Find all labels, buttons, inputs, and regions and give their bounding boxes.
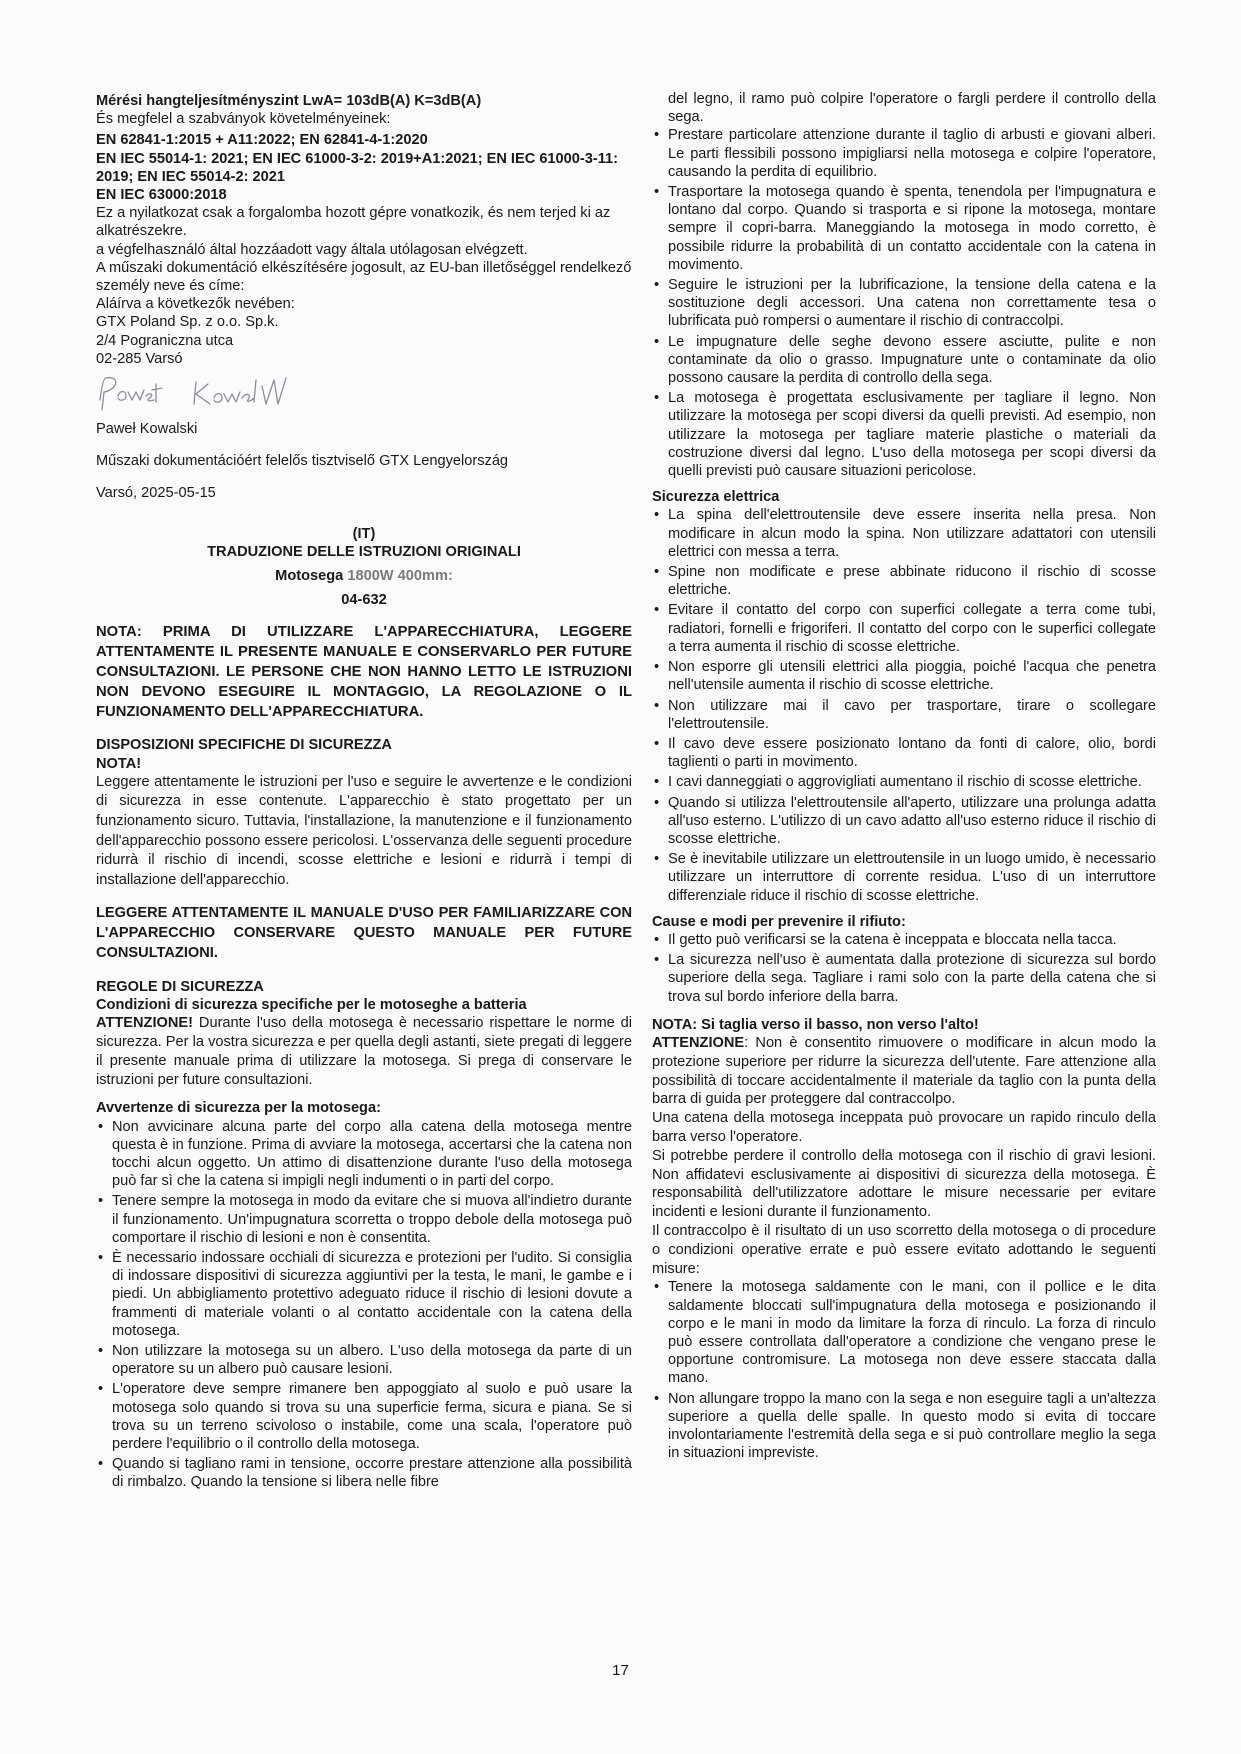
list-item: • Non utilizzare mai il cavo per trasportare, tirare o scollegare l'elettroutensile. xyxy=(652,697,1156,733)
list-item: • Tenere la motosega saldamente con le mani, con il pollice e le dita saldamente bloccati sull'impugnatura della motosega e posizionando il corpo e le mani in modo da limitare la forza di rinculo. La forza di rinculo può essere controllata dall'operatore a condizione che vengano prese le opportune contromisure. La motosega non deve essere staccata dalla mano. xyxy=(652,1278,1156,1387)
list-item: • Il cavo deve essere posizionato lontano da fonti di calore, olio, bordi taglienti o parti in movimento. xyxy=(652,735,1156,771)
product-prefix: Motosega xyxy=(275,568,344,585)
safety-provisions-heading: DISPOSIZIONI SPECIFICHE DI SICUREZZA xyxy=(96,737,392,754)
kickback-paragraph: Una catena della motosega inceppata può provocare un rapido rinculo della barra verso l'operatore. xyxy=(652,1110,1156,1145)
documentation-authority: A műszaki dokumentáció elkészítésére jogosult, az EU-ban illetőséggel rendelkező személy neve és címe: xyxy=(96,259,632,295)
product-spec: 1800W 400mm: xyxy=(347,568,453,585)
attenzione-label: ATTENZIONE xyxy=(652,1034,745,1051)
declaration-scope: Ez a nyilatkozat csak a forgalomba hozott gépre vonatkozik, és nem terjed ki az alkatrészekre. xyxy=(96,205,611,240)
kickback-causes-heading: Cause e modi per prevenire il rifiuto: xyxy=(652,913,906,930)
continued-text: del legno, il ramo può colpire l'operatore o fargli perdere il controllo della sega. xyxy=(668,91,1156,126)
cut-downward-note: NOTA: Si taglia verso il basso, non verso l'alto! xyxy=(652,1016,979,1033)
list-item: • Non allungare troppo la mano con la sega e non eseguire tagli a un'altezza superiore a quella delle spalle. In questo modo si evita di toccare involontariamente l'estremità della sega e si può controllare meglio la sega in situazioni impreviste. xyxy=(652,1390,1156,1463)
attention-text: Durante l'uso della motosega è necessario rispettare le norme di sicurezza. Per la vostra sicurezza e per quella degli astanti, siete pregati di leggere il presente manuale prima di utilizzare la motosega. Si prega di conservare le istruzioni per future consultazioni. xyxy=(96,1015,632,1088)
signed-on-behalf: Aláírva a következők nevében: xyxy=(96,296,295,313)
list-item: • Non utilizzare la motosega su un albero. L'uso della motosega da parte di un operatore su un albero può causare lesioni. xyxy=(96,1342,632,1378)
model-number: 04-632 xyxy=(341,592,387,609)
list-item: • Prestare particolare attenzione durante il taglio di arbusti e giovani alberi. Le parti flessibili possono impigliarsi nella motosega e colpire l'operatore, causando la perdita di equilibrio. xyxy=(652,126,1156,181)
list-item: • Quando si tagliano rami in tensione, occorre prestare attenzione alla possibilità di rimbalzo. Quando la tensione si libera nelle fibre xyxy=(96,1455,632,1491)
kickback-result-paragraph: Il contraccolpo è il risultato di un uso scorretto della motosega o di procedure o condizioni operative errate e può essere evitato adottando le seguenti misure: xyxy=(652,1222,1156,1277)
kickback-causes-list xyxy=(652,931,1156,1006)
list-item: • Quando si utilizza l'elettroutensile all'aperto, utilizzare una prolunga adatta all'uso esterno. L'utilizzo di un cavo adatto all'uso esterno riduce il rischio di scosse elettriche. xyxy=(652,794,1156,849)
list-item: • I cavi danneggiati o aggrovigliati aumentano il rischio di scosse elettriche. xyxy=(652,773,1156,791)
product-title xyxy=(96,567,632,585)
standards-intro: És megfelel a szabványok követelményeinek: xyxy=(96,111,391,128)
attenzione-paragraph xyxy=(652,1034,1156,1109)
kickback-measures-list xyxy=(652,1278,1156,1462)
list-item: • L'operatore deve sempre rimanere ben appoggiato al suolo e può usare la motosega solo quando si trova su una superficie ferma, sicura e piana. Se si trova su un terreno scivoloso o instabile, come una scala, l'operatore può perdere l'equilibrio o il controllo della motosega. xyxy=(96,1380,632,1453)
attention-paragraph xyxy=(96,1014,632,1089)
chainsaw-warnings-heading: Avvertenze di sicurezza per la motosega: xyxy=(96,1100,381,1117)
sound-level-heading: Mérési hangteljesítményszint LwA= 103dB(A) K=3dB(A) xyxy=(96,93,482,109)
list-item: • Il getto può verificarsi se la catena è inceppata e bloccata nella tacca. xyxy=(652,931,1156,949)
company-city: 02-285 Varsó xyxy=(96,350,183,367)
signer-role: Műszaki dokumentációért felelős tisztviselő GTX Lengyelország xyxy=(96,453,509,470)
attenzione-text: : Non è consentito rimuovere o modificare in alcun modo la protezione superiore per ridurre la sicurezza dell'utente. Fare attenzione alla possibilità di toccare accidentalmente il materiale da taglio con la punta della barra di guida per proteggere dal contraccolpo. xyxy=(652,1034,1156,1108)
standards-line-2: EN IEC 55014-1: 2021; EN IEC 61000-3-2: 2019+A1:2021; EN IEC 61000-3-11: 2019; EN IEC 55014-2: 2021 xyxy=(96,150,619,185)
list-item: • Le impugnature delle seghe devono essere asciutte, pulite e non contaminate da olio o grasso. Impugnature unte o contaminate da olio possono causare la perdita di controllo della sega. xyxy=(652,333,1156,388)
standards-line-1: EN 62841-1:2015 + A11:2022; EN 62841-4-1:2020 xyxy=(96,132,428,149)
signer-name: Paweł Kowalski xyxy=(96,421,198,438)
company-street: 2/4 Pograniczna utca xyxy=(96,332,234,349)
company-name: GTX Poland Sp. z o.o. Sp.k. xyxy=(96,314,279,331)
right-column xyxy=(652,90,1156,1464)
nota-label: NOTA! xyxy=(96,755,142,772)
electrical-safety-list xyxy=(652,506,1156,904)
nota-warning: NOTA: PRIMA DI UTILIZZARE L'APPARECCHIATURA, LEGGERE ATTENTAMENTE IL PRESENTE MANUALE E CONSERVARLO PER FUTURE CONSULTAZIONI. LE PERSONE CHE NON HANNO LETTO LE ISTRUZIONI NON DEVONO ESEGUIRE IL MONTAGGIO, LA REGOLAZIONE O IL FUNZIONAMENTO DELL'APPARECCHIATURA. xyxy=(96,624,632,720)
list-item: • Seguire le istruzioni per la lubrificazione, la tensione della catena e la sostituzione degli accessori. Una catena non correttamente tesa o lubrificata può rompersi o aumentare il rischio di contraccolpi. xyxy=(652,276,1156,331)
list-item: • La sicurezza nell'uso è aumentata dalla protezione di sicurezza sul bordo superiore della sega. Tagliare i rami solo con la parte della catena che si trova sul bordo inferiore della barra. xyxy=(652,951,1156,1006)
control-loss-paragraph: Si potrebbe perdere il controllo della motosega con il rischio di gravi lesioni. Non affidatevi esclusivamente ai dispositivi di sicurezza della motosega. È responsabilità dell'utilizzatore adottare le misure necessarie per evitare incidenti e lesioni durante il funzionamento. xyxy=(652,1147,1156,1221)
battery-conditions-heading: Condizioni di sicurezza specifiche per le motoseghe a batteria xyxy=(96,997,527,1014)
list-item: • Tenere sempre la motosega in modo da evitare che si muova all'indietro durante il funzionamento. Un'impugnatura scorretta o troppo debole della motosega può comportare il rischio di lesioni e non è consentita. xyxy=(96,1192,632,1247)
attention-label: ATTENZIONE! xyxy=(96,1015,194,1032)
declaration-exclusion: a végfelhasználó által hozzáadott vagy általa utólagosan elvégzett. xyxy=(96,241,528,258)
translation-title: TRADUZIONE DELLE ISTRUZIONI ORIGINALI xyxy=(207,543,521,560)
list-item: • Non esporre gli utensili elettrici alla pioggia, poiché l'acqua che penetra nell'utensile aumenta il rischio di scosse elettriche. xyxy=(652,658,1156,694)
list-item: • La spina dell'elettroutensile deve essere inserita nella presa. Non modificare in alcun modo la spina. Non utilizzare adattatori con utensili elettrici con messa a terra. xyxy=(652,506,1156,561)
list-item: • Evitare il contatto del corpo con superfici collegate a terra come tubi, radiatori, fornelli e frigoriferi. Il contatto del corpo con le superfici collegate a terra aumenta il rischio di scosse elettriche. xyxy=(652,601,1156,656)
handwritten-signature xyxy=(96,370,632,418)
page-number: 17 xyxy=(612,1662,629,1679)
read-manual-notice: LEGGERE ATTENTAMENTE IL MANUALE D'USO PER FAMILIARIZZARE CON L'APPARECCHIO CONSERVARE QUESTO MANUALE PER FUTURE CONSULTAZIONI. xyxy=(96,905,632,962)
standards-line-3: EN IEC 63000:2018 xyxy=(96,187,227,204)
electrical-safety-heading: Sicurezza elettrica xyxy=(652,489,780,506)
list-item: • Se è inevitabile utilizzare un elettroutensile in un luogo umido, è necessario utilizzare un interruttore di corrente residua. L'uso di un interruttore differenziale riduce il rischio di scosse elettriche. xyxy=(652,850,1156,905)
list-item: • Non avvicinare alcuna parte del corpo alla catena della motosega mentre questa è in funzione. Prima di avviare la motosega, accertarsi che la catena non tocchi alcun oggetto. Un attimo di disattenzione durante l'uso della motosega può far sì che la catena si impigli negli indumenti o in parti del corpo. xyxy=(96,1118,632,1191)
list-item: • Trasportare la motosega quando è spenta, tenendola per l'impugnatura e lontano dal corpo. Quando si trasporta e si ripone la motosega, montare sempre il copri-barra. Maneggiando la motosega in modo corretto, è possibile ridurre la probabilità di un contatto accidentale con la catena in movimento. xyxy=(652,183,1156,274)
list-item: • Spine non modificate e prese abbinate riducono il rischio di scosse elettriche. xyxy=(652,563,1156,599)
chainsaw-warnings-list-continued xyxy=(652,126,1156,480)
language-code: (IT) xyxy=(352,525,376,542)
safety-rules-heading: REGOLE DI SICUREZZA xyxy=(96,978,264,995)
chainsaw-warnings-list xyxy=(96,1118,632,1492)
left-column xyxy=(96,92,632,1494)
place-date: Varsó, 2025-05-15 xyxy=(96,485,216,502)
safety-provisions-text: Leggere attentamente le istruzioni per l'uso e seguire le avvertenze e le condizioni di sicurezza in esse contenute. L'apparecchio è stato progettato per un funzionamento sicuro. Tuttavia, l'installazione, la manutenzione e il funzionamento dell'apparecchio possono essere pericolosi. L'osservanza delle seguenti procedure ridurrà il rischio di incendi, scosse elettriche e lesioni e ridurrà i tempi di installazione dell'apparecchio. xyxy=(96,773,632,888)
list-item: • La motosega è progettata esclusivamente per tagliare il legno. Non utilizzare la motosega per scopi diversi da quelli previsti. Ad esempio, non utilizzare la motosega per tagliare materie plastiche o materiali da costruzione diversi dal legno. L'uso della motosega per scopi diversi da quelli previsti può causare situazioni pericolose. xyxy=(652,389,1156,480)
list-item: • È necessario indossare occhiali di sicurezza e protezioni per l'udito. Si consiglia di indossare dispositivi di sicurezza aggiuntivi per la testa, le mani, le gambe e i piedi. Un abbigliamento protettivo adeguato riduce il rischio di lesioni dovute a frammenti di materiale volanti o al contatto accidentale con la catena della motosega. xyxy=(96,1249,632,1340)
